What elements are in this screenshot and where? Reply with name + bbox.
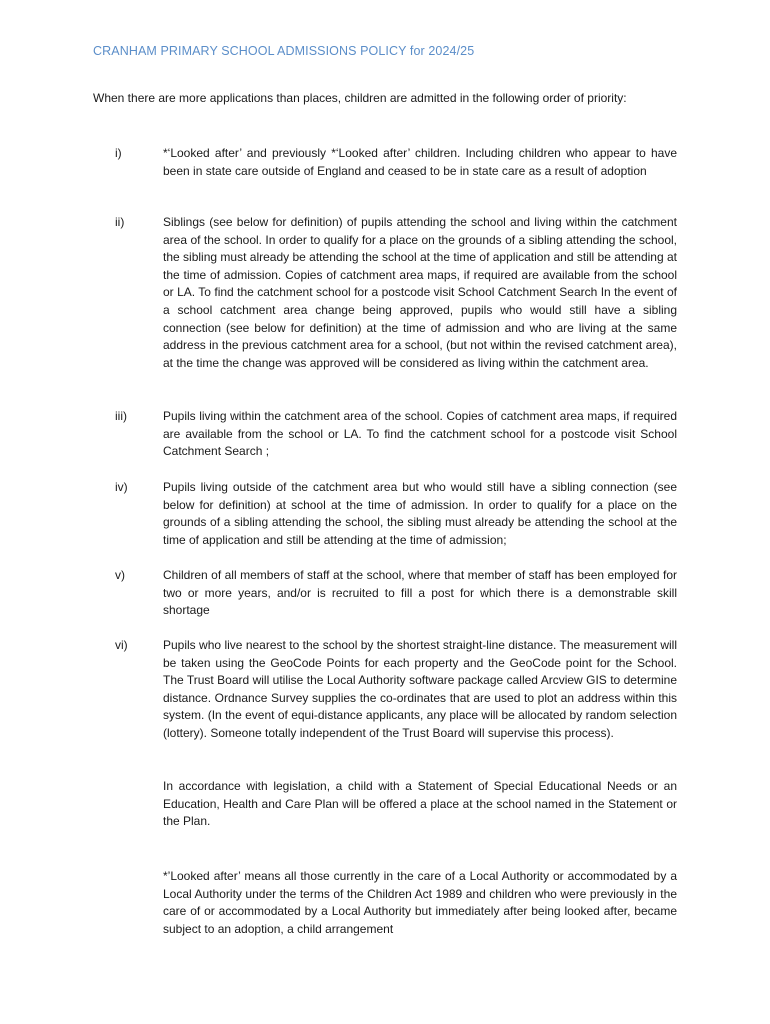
looked-after-definition: *’Looked after’ means all those currently in the care of a Local Authority or accommodated by a Local Authority under the terms of the Children Act 1989 and children who were previously in the care of or accommodated by a Local Authority but immediately after being looked after, became subject to an adoption, a child arrangement xyxy=(163,869,677,936)
priority-number: i) xyxy=(115,146,122,160)
document-header: CRANHAM PRIMARY SCHOOL ADMISSIONS POLICY for 2024/25 xyxy=(93,44,475,58)
priority-number: v) xyxy=(115,568,125,582)
legislation-paragraph: In accordance with legislation, a child with a Statement of Special Educational Needs or an Education, Health and Care Plan will be offered a place at the school named in the Statement or the Plan. xyxy=(163,779,677,829)
priority-number: iii) xyxy=(115,409,127,423)
intro-paragraph: When there are more applications than places, children are admitted in the following order of priority: xyxy=(93,91,627,105)
priority-number: iv) xyxy=(115,480,128,494)
priority-text: Children of all members of staff at the school, where that member of staff has been employed for two or more years, and/or is recruited to fill a post for which there is a demonstrable skill shortage xyxy=(163,568,677,618)
priority-number: ii) xyxy=(115,215,125,229)
priority-text: Pupils living within the catchment area of the school. Copies of catchment area maps, if required are available from the school or LA. To find the catchment school for a postcode visit School Catchment Search ; xyxy=(163,409,677,459)
priority-text: Siblings (see below for definition) of pupils attending the school and living within the catchment area of the school. In order to qualify for a place on the grounds of a sibling attending the school, the sibling must already be attending the school at the time of application and still be attending at the time of admission. Copies of catchment area maps, if required are available from the school or LA. To find the catchment school for a postcode visit School Catchment Search In the event of a school catchment area change being approved, pupils who would still have a sibling connection (see below for definition) at the time of admission and who are living at the same address in the previous catchment area for a school, (but not within the revised catchment area), at the time the change was approved will be considered as living within the catchment area. xyxy=(163,215,677,370)
priority-text: Pupils living outside of the catchment area but who would still have a sibling connection (see below for definition) at school at the time of admission. In order to qualify for a place on the grounds of a sibling attending the school, the sibling must already be attending the school at the time of application and still be attending at the time of admission; xyxy=(163,480,677,547)
priority-number: vi) xyxy=(115,638,128,652)
priority-text: *‘Looked after’ and previously *‘Looked after’ children. Including children who appear to have been in state care outside of England and ceased to be in state care as a result of adoption xyxy=(163,146,677,178)
priority-text: Pupils who live nearest to the school by the shortest straight-line distance. The measurement will be taken using the GeoCode Points for each property and the GeoCode point for the School. The Trust Board will utilise the Local Authority software package called Arcview GIS to determine distance. Ordnance Survey supplies the co-ordinates that are used to plot an address within this system. (In the event of equi-distance applicants, any place will be allocated by random selection (lottery). Someone totally independent of the Trust Board will supervise this process). xyxy=(163,638,677,740)
